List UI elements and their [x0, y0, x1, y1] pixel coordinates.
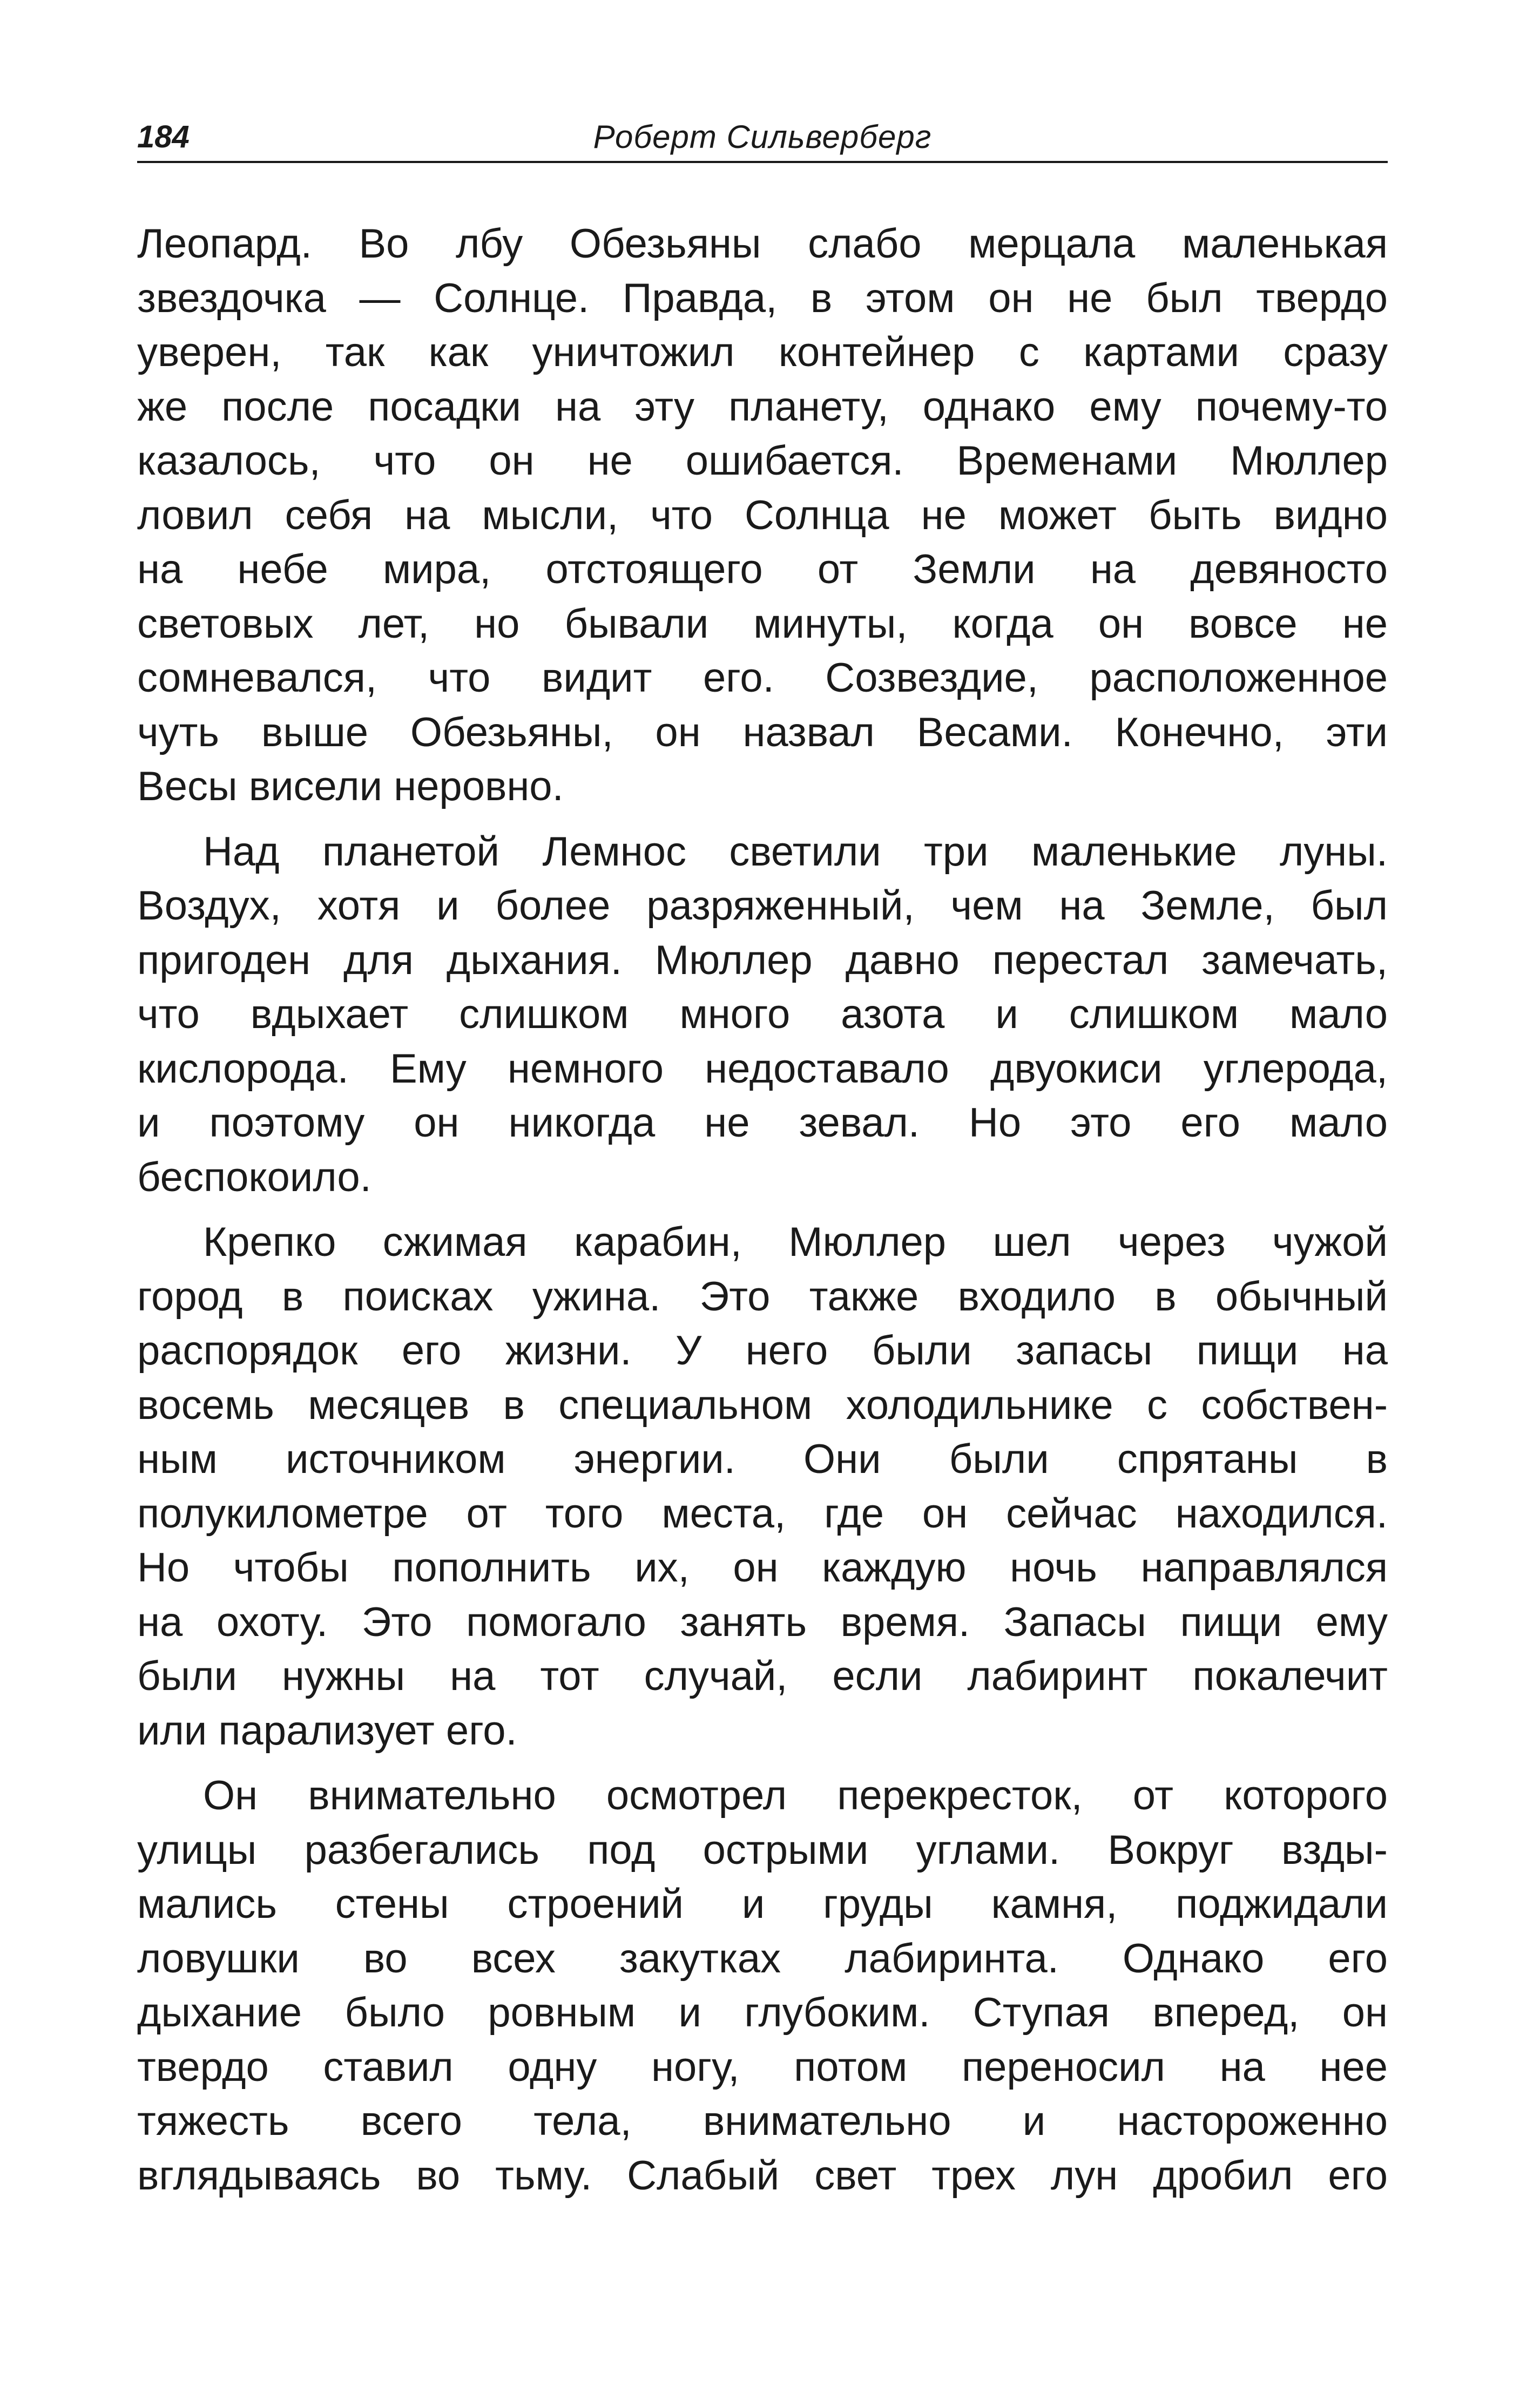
body-text [137, 217, 1388, 2203]
text-line: дыхание было ровным и глубоким. Ступая вперед, он [137, 1990, 1388, 2036]
text-line: Весы висели неровно. [137, 763, 564, 809]
text-line: кислорода. Ему немного недоставало двуокиси углерода, [137, 1045, 1388, 1092]
text-line: вглядываясь во тьму. Слабый свет трех лун дробил его [137, 2152, 1388, 2199]
paragraph [137, 825, 1388, 1205]
text-line: ловушки во всех закутках лабиринта. Однако его [137, 1935, 1388, 1982]
page-header [137, 116, 1388, 163]
text-line: или парализует его. [137, 1707, 517, 1754]
text-line: восемь месяцев в специальном холодильнике с собствен- [137, 1382, 1388, 1428]
text-line: Леопард. Во лбу Обезьяны слабо мерцала маленькая [137, 221, 1388, 267]
text-line: улицы разбегались под острыми углами. Вокруг взды- [137, 1827, 1388, 1873]
text-line: же после посадки на эту планету, однако ему почему-то [137, 383, 1388, 430]
text-line: уверен, так как уничтожил контейнер с картами сразу [137, 329, 1388, 375]
text-line: чуть выше Обезьяны, он назвал Весами. Конечно, эти [137, 709, 1388, 755]
page-number: 184 [137, 119, 190, 154]
text-line: тяжесть всего тела, внимательно и настороженно [137, 2098, 1388, 2144]
paragraph [137, 217, 1388, 814]
text-line: казалось, что он не ошибается. Временами Мюллер [137, 438, 1388, 484]
text-line: распорядок его жизни. У него были запасы пищи на [137, 1328, 1388, 1374]
text-line: Крепко сжимая карабин, Мюллер шел через чужой [203, 1219, 1388, 1265]
text-line: ным источником энергии. Они были спрятаны в [137, 1436, 1388, 1482]
paragraph [137, 1215, 1388, 1758]
text-line: Над планетой Лемнос светили три маленькие луны. [203, 828, 1388, 875]
text-line: город в поисках ужина. Это также входило в обычный [137, 1273, 1388, 1320]
text-line: световых лет, но бывали минуты, когда он вовсе не [137, 600, 1388, 647]
text-line: Воздух, хотя и более разряженный, чем на Земле, был [137, 883, 1388, 929]
text-line: Он внимательно осмотрел перекресток, от которого [203, 1773, 1388, 1819]
text-line: беспокоило. [137, 1154, 372, 1200]
text-line: на небе мира, отстоящего от Земли на девяносто [137, 546, 1388, 592]
paragraph [137, 1769, 1388, 2203]
text-line: сомневался, что видит его. Созвездие, расположенное [137, 655, 1388, 701]
text-line: ловил себя на мысли, что Солнца не может быть видно [137, 492, 1388, 538]
text-line: на охоту. Это помогало занять время. Запасы пищи ему [137, 1599, 1388, 1645]
text-line: пригоден для дыхания. Мюллер давно перестал замечать, [137, 937, 1388, 983]
text-line: и поэтому он никогда не зевал. Но это его мало [137, 1100, 1388, 1146]
text-line: были нужны на тот случай, если лабиринт покалечит [137, 1653, 1388, 1699]
text-line: что вдыхает слишком много азота и слишком мало [137, 991, 1388, 1037]
running-head: Роберт Сильверберг [593, 119, 932, 155]
text-line: полукилометре от того места, где он сейчас находился. [137, 1490, 1388, 1537]
text-line: твердо ставил одну ногу, потом переносил на нее [137, 2044, 1388, 2090]
text-line: мались стены строений и груды камня, поджидали [137, 1881, 1388, 1927]
text-line: Но чтобы пополнить их, он каждую ночь направлялся [137, 1545, 1388, 1591]
text-line: звездочка — Солнце. Правда, в этом он не был твердо [137, 275, 1388, 321]
